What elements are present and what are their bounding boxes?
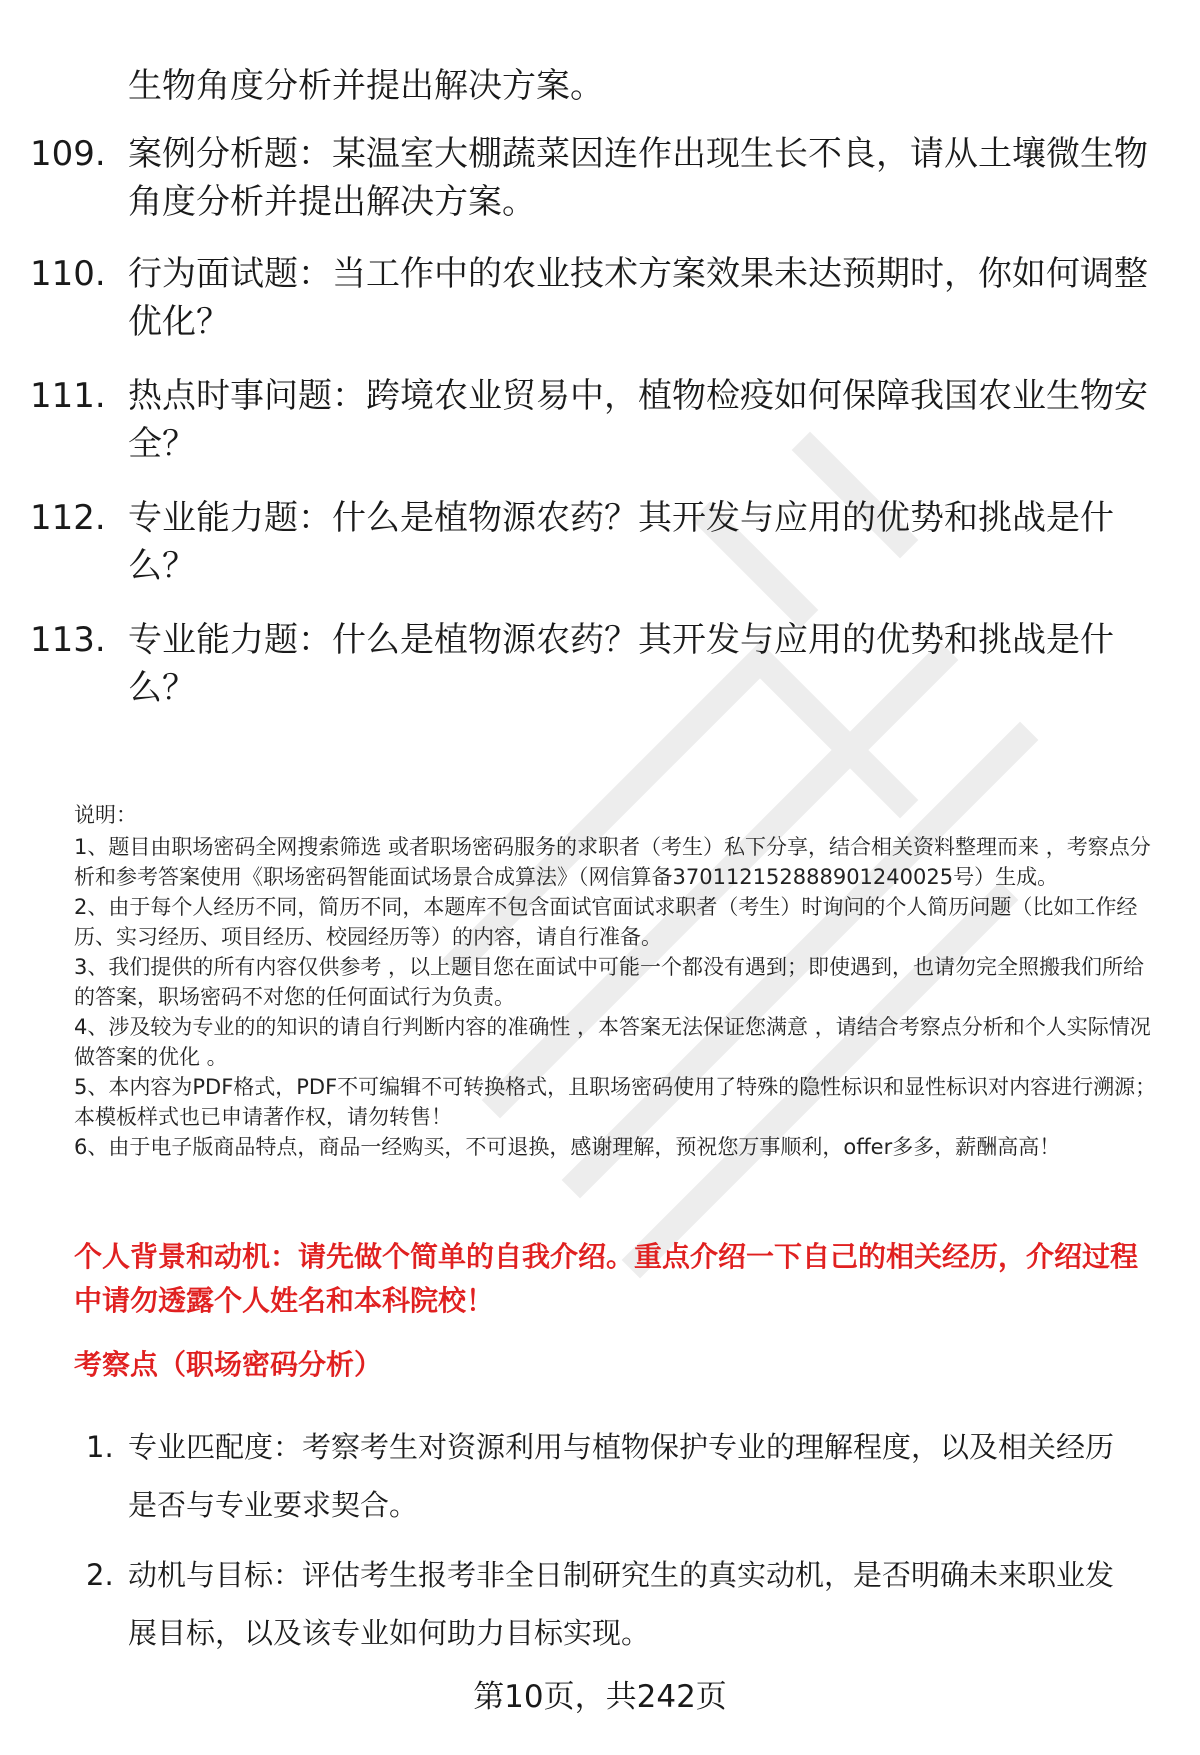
question-text: 热点时事问题：跨境农业贸易中，植物检疫如何保障我国农业生物安全？ [128,376,1148,464]
question-number: 109. [30,134,106,174]
question-number: 112. [30,498,106,538]
point-text: 动机与目标：评估考生报考非全日制研究生的真实动机，是否明确未来职业发展目标，以及该专业如何助力目标实现。 [128,1558,1115,1650]
section-title: 个人背景和动机：请先做个简单的自我介绍。重点介绍一下自己的相关经历，介绍过程中请勿透露个人姓名和本科院校！ [74,1240,1139,1317]
question-continuation: 生物角度分析并提出解决方案。 [128,66,604,106]
question-text: 专业能力题：什么是植物源农药？其开发与应用的优势和挑战是什么？ [128,620,1114,708]
note-item: 6、由于电子版商品特点，商品一经购买，不可退换，感谢理解，预祝您万事顺利，offer多多，薪酬高高！ [74,1135,1061,1159]
notes-section [74,800,1164,1162]
note-item: 4、涉及较为专业的的知识的请自行判断内容的准确性 ，本答案无法保证您满意 ，请结合考察点分析和个人实际情况做答案的优化 。 [74,1015,1151,1069]
note-item: 3、我们提供的所有内容仅供参考 ，以上题目您在面试中可能一个都没有遇到；即使遇到，也请勿完全照搬我们所给的答案，职场密码不对您的任何面试行为负责。 [74,955,1145,1009]
question-text: 专业能力题：什么是植物源农药？其开发与应用的优势和挑战是什么？ [128,498,1114,586]
question-text: 案例分析题：某温室大棚蔬菜因连作出现生长不良，请从土壤微生物角度分析并提出解决方案。 [128,134,1148,222]
point-text: 专业匹配度：考察考生对资源利用与植物保护专业的理解程度，以及相关经历是否与专业要求契合。 [128,1430,1115,1522]
point-number: 1. [86,1430,114,1464]
question-text: 行为面试题：当工作中的农业技术方案效果未达预期时，你如何调整优化？ [128,254,1148,342]
notes-heading: 说明： [74,803,137,827]
note-item: 5、本内容为PDF格式，PDF不可编辑不可转换格式，且职场密码使用了特殊的隐性标识和显性标识对内容进行溯源；本模板样式也已申请著作权，请勿转售！ [74,1075,1157,1129]
question-number: 111. [30,376,106,416]
note-item: 2、由于每个人经历不同，简历不同，本题库不包含面试官面试求职者（考生）时询问的个人简历问题（比如工作经历、实习经历、项目经历、校园经历等）的内容，请自行准备。 [74,895,1138,949]
note-item: 1、题目由职场密码全网搜索筛选 或者职场密码服务的求职者（考生）私下分享，结合相关资料整理而来 ，考察点分析和参考答案使用《职场密码智能面试场景合成算法》（网信算备370112152888901240025号）生成。 [74,835,1151,889]
analysis-title: 考察点（职场密码分析） [74,1348,383,1381]
point-number: 2. [86,1558,114,1592]
question-number: 113. [30,620,106,660]
question-number: 110. [30,254,106,294]
page-footer: 第10页，共242页 [473,1679,727,1715]
